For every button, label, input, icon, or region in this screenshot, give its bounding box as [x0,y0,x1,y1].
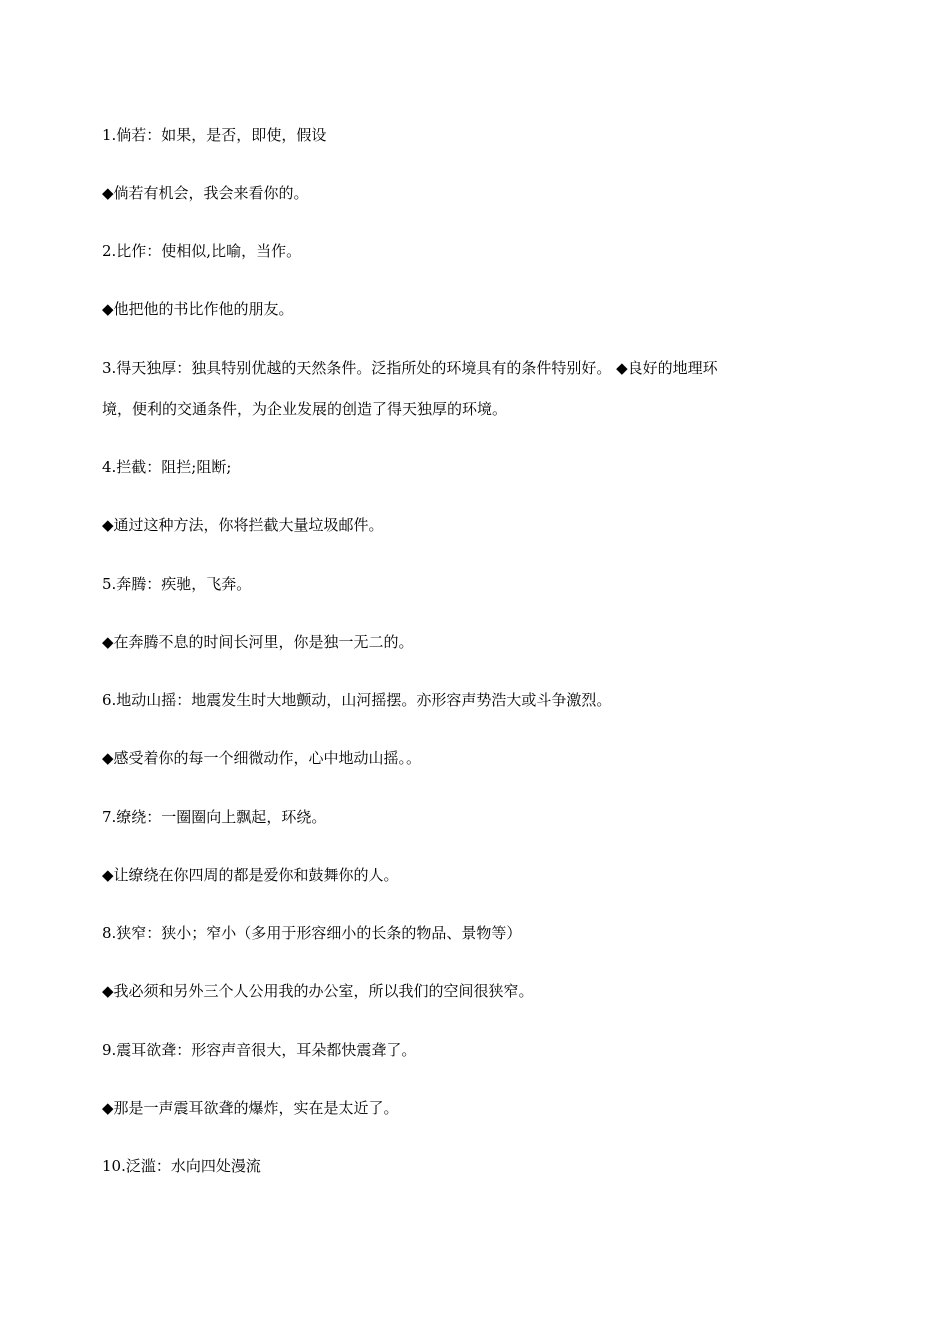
entry-9-example: ◆那是一声震耳欲聋的爆炸，实在是太近了。 [102,1099,399,1117]
entry-6-example: ◆感受着你的每一个细微动作，心中地动山摇。。 [102,749,422,767]
entry-3-example-continued: 境，便利的交通条件，为企业发展的创造了得天独厚的环境。 [102,400,508,418]
entry-7-definition: 7.缭绕：一圈圈向上飘起，环绕。 [102,808,327,826]
entry-2-example: ◆他把他的书比作他的朋友。 [102,300,294,318]
entry-1-example: ◆倘若有机会，我会来看你的。 [102,184,309,202]
entry-8-definition: 8.狭窄：狭小；窄小（多用于形容细小的长条的物品、景物等） [102,924,522,942]
entry-10-definition: 10.泛滥：水向四处漫流 [102,1157,261,1175]
entry-4-example: ◆通过这种方法，你将拦截大量垃圾邮件。 [102,516,384,534]
entry-9-definition: 9.震耳欲聋：形容声音很大，耳朵都快震聋了。 [102,1041,417,1059]
entry-7-example: ◆让缭绕在你四周的都是爱你和鼓舞你的人。 [102,866,399,884]
entry-3-definition: 3.得天独厚：独具特别优越的天然条件。泛指所处的环境具有的条件特别好。 ◆良好的地理环 [102,359,718,377]
entry-4-definition: 4.拦截：阻拦;阻断; [102,458,232,476]
entry-5-example: ◆在奔腾不息的时间长河里，你是独一无二的。 [102,633,414,651]
entry-5-definition: 5.奔腾：疾驰，飞奔。 [102,575,252,593]
entry-6-definition: 6.地动山摇：地震发生时大地颤动，山河摇摆。亦形容声势浩大或斗争激烈。 [102,691,612,709]
entry-8-example: ◆我必须和另外三个人公用我的办公室，所以我们的空间很狭窄。 [102,982,534,1000]
entry-1-definition: 1.倘若：如果，是否，即使，假设 [102,126,327,144]
entry-2-definition: 2.比作：使相似,比喻，当作。 [102,242,302,260]
